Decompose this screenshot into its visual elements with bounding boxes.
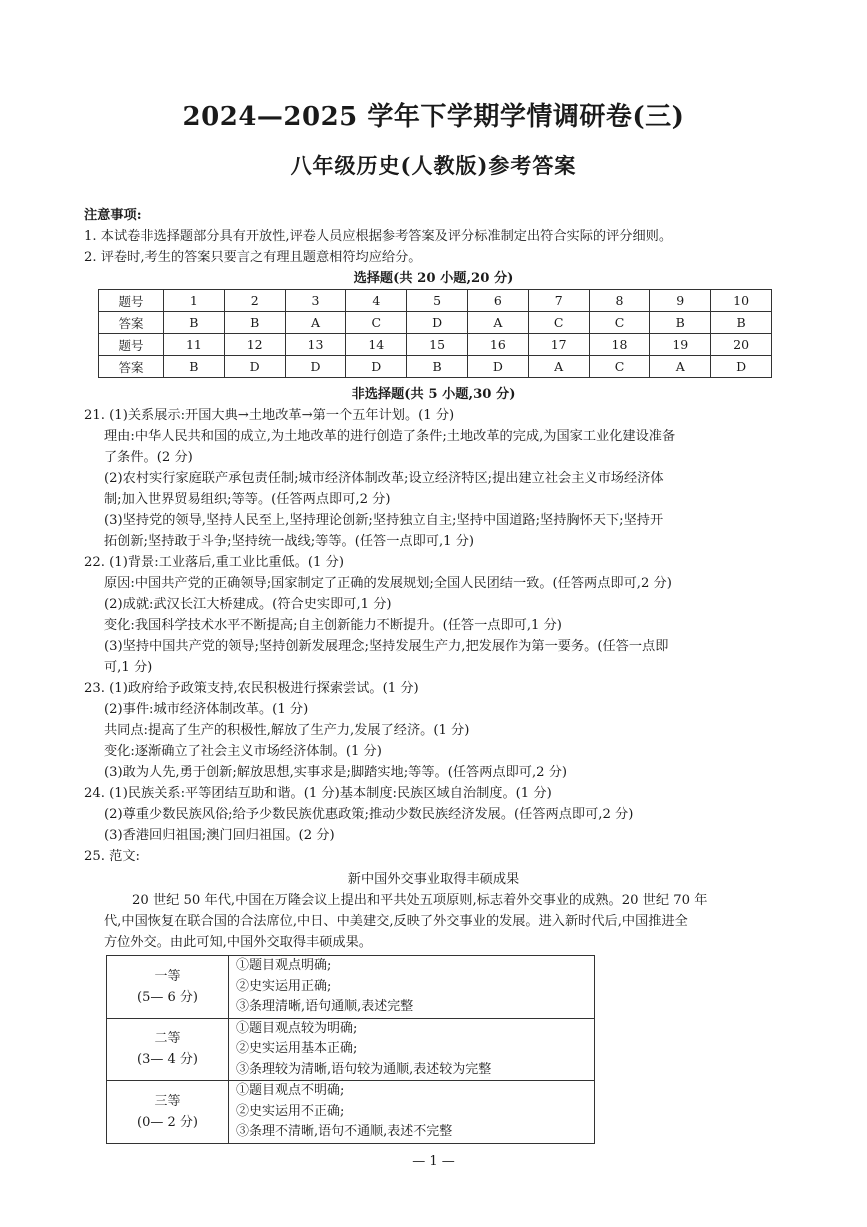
table-row	[107, 956, 595, 1019]
answer-line: (3)坚持中国共产党的领导;坚持创新发展理念;坚持发展生产力,把发展作为第一要务。(任答一点即	[104, 639, 669, 654]
note-item: 2. 评卷时,考生的答案只要言之有理且题意相符均应给分。	[84, 250, 422, 265]
answer-line: 了条件。(2 分)	[104, 450, 193, 465]
table-cell: 18	[589, 334, 650, 356]
table-cell: 20	[711, 334, 772, 356]
grading-criteria-table	[106, 955, 595, 1144]
grade-level-cell	[107, 1018, 229, 1081]
table-row	[107, 1018, 595, 1081]
answer-line: (3)坚持党的领导,坚持人民至上,坚持理论创新;坚持独立自主;坚持中国道路;坚持胸怀天下;坚持开	[104, 513, 664, 528]
note-item: 1. 本试卷非选择题部分具有开放性,评卷人员应根据参考答案及评分标准制定出符合实际的评分细则。	[84, 229, 673, 244]
table-row	[107, 1081, 595, 1144]
page-subtitle: 八年级历史(人教版)参考答案	[290, 153, 577, 178]
essay-line: 代,中国恢复在联合国的合法席位,中日、中美建交,反映了外交事业的发展。进入新时代后,中国推进全	[104, 914, 688, 929]
table-cell: A	[285, 312, 346, 334]
grade-score: (5— 6 分)	[137, 989, 198, 1005]
answer-line: (3)敢为人先,勇于创新;解放思想,实事求是;脚踏实地;等等。(任答两点即可,2 分)	[104, 765, 568, 780]
table-cell: 12	[224, 334, 285, 356]
answer-line: (2)农村实行家庭联产承包责任制;城市经济体制改革;设立经济特区;提出建立社会主义市场经济体	[104, 471, 664, 486]
criterion: ③条理不清晰,语句不通顺,表述不完整	[236, 1124, 453, 1139]
page-number: — 1 —	[412, 1154, 455, 1169]
table-cell: B	[407, 356, 468, 378]
table-cell: B	[224, 312, 285, 334]
answer-line: (2)成就:武汉长江大桥建成。(符合史实即可,1 分)	[104, 597, 392, 612]
essay-title: 新中国外交事业取得丰硕成果	[347, 872, 520, 887]
grade-level: 三等	[154, 1093, 181, 1109]
table-cell: 5	[407, 290, 468, 312]
table-cell: 答案	[99, 356, 164, 378]
table-cell: 2	[224, 290, 285, 312]
table-cell: D	[346, 356, 407, 378]
answer-line: 23. (1)政府给予政策支持,农民积极进行探索尝试。(1 分)	[84, 681, 419, 696]
table-row	[99, 356, 772, 378]
table-cell: 14	[346, 334, 407, 356]
page-title: 2024—2025 学年下学期学情调研卷(三)	[182, 102, 685, 132]
answer-line: 原因:中国共产党的正确领导;国家制定了正确的发展规划;全国人民团结一致。(任答两点即可,2 分)	[104, 576, 672, 591]
grade-score: (3— 4 分)	[137, 1052, 198, 1068]
answer-line: 25. 范文:	[84, 849, 140, 864]
criterion: ①题目观点较为明确;	[236, 1020, 358, 1036]
grade-criteria-cell	[229, 956, 595, 1019]
table-cell: D	[407, 312, 468, 334]
nonmc-caption: 非选择题(共 5 小题,30 分)	[351, 387, 516, 402]
criterion: ②史实运用基本正确;	[236, 1041, 358, 1056]
answer-line: (3)香港回归祖国;澳门回归祖国。(2 分)	[104, 828, 335, 843]
answer-line: 可,1 分)	[104, 660, 153, 675]
criterion: ②史实运用正确;	[236, 978, 332, 994]
grade-score: (0— 2 分)	[137, 1114, 198, 1130]
table-cell: 16	[467, 334, 528, 356]
table-cell: C	[346, 312, 407, 334]
table-cell: 8	[589, 290, 650, 312]
table-cell: 7	[528, 290, 589, 312]
criterion: ①题目观点明确;	[236, 958, 332, 973]
grade-criteria-cell	[229, 1018, 595, 1081]
answer-line: 24. (1)民族关系:平等团结互助和谐。(1 分)基本制度:民族区域自治制度。(1 分)	[84, 786, 552, 801]
table-row	[99, 290, 772, 312]
grade-level: 一等	[154, 968, 181, 984]
grade-criteria-cell	[229, 1081, 595, 1144]
table-cell: B	[164, 356, 225, 378]
multiple-choice-answer-table	[98, 289, 772, 378]
essay-line: 方位外交。由此可知,中国外交取得丰硕成果。	[104, 935, 372, 950]
table-cell: C	[528, 312, 589, 334]
answer-line: 制;加入世界贸易组织;等等。(任答两点即可,2 分)	[104, 492, 391, 507]
essay-line: 20 世纪 50 年代,中国在万隆会议上提出和平共处五项原则,标志着外交事业的成熟。20 世纪 70 年	[132, 893, 708, 908]
notes-heading: 注意事项:	[84, 208, 142, 223]
table-cell: B	[164, 312, 225, 334]
table-cell: B	[650, 312, 711, 334]
table-cell: 19	[650, 334, 711, 356]
answer-line: 变化:逐渐确立了社会主义市场经济体制。(1 分)	[104, 744, 382, 759]
answer-line: (2)事件:城市经济体制改革。(1 分)	[104, 702, 309, 717]
table-cell: A	[650, 356, 711, 378]
answer-line: 22. (1)背景:工业落后,重工业比重低。(1 分)	[84, 555, 344, 570]
table-cell: 13	[285, 334, 346, 356]
table-cell: D	[224, 356, 285, 378]
answer-line: 理由:中华人民共和国的成立,为土地改革的进行创造了条件;土地改革的完成,为国家工业化建设准备	[104, 429, 676, 444]
table-cell: 答案	[99, 312, 164, 334]
table-cell: D	[285, 356, 346, 378]
criterion: ③条理清晰,语句通顺,表述完整	[236, 999, 414, 1014]
table-cell: 11	[164, 334, 225, 356]
table-cell: 10	[711, 290, 772, 312]
answer-line: (2)尊重少数民族风俗;给予少数民族优惠政策;推动少数民族经济发展。(任答两点即可,2 分)	[104, 807, 634, 822]
table-cell: A	[528, 356, 589, 378]
table-cell: C	[589, 356, 650, 378]
table-cell: 15	[407, 334, 468, 356]
table-row	[99, 312, 772, 334]
criterion: ①题目观点不明确;	[236, 1083, 345, 1098]
table-cell: B	[711, 312, 772, 334]
table-cell: 3	[285, 290, 346, 312]
table-cell: 1	[164, 290, 225, 312]
table-cell: 9	[650, 290, 711, 312]
table-cell: D	[711, 356, 772, 378]
table-cell: 题号	[99, 334, 164, 356]
answer-line: 21. (1)关系展示:开国大典→土地改革→第一个五年计划。(1 分)	[84, 408, 455, 423]
table-cell: C	[589, 312, 650, 334]
table-cell: 17	[528, 334, 589, 356]
table-row	[99, 334, 772, 356]
criterion: ③条理较为清晰,语句较为通顺,表述较为完整	[236, 1061, 492, 1077]
grade-level: 二等	[154, 1031, 181, 1047]
grade-level-cell	[107, 956, 229, 1019]
table-cell: D	[467, 356, 528, 378]
answer-line: 变化:我国科学技术水平不断提高;自主创新能力不断提升。(任答一点即可,1 分)	[104, 618, 562, 633]
mc-caption: 选择题(共 20 小题,20 分)	[353, 271, 514, 286]
answer-line: 拓创新;坚持敢于斗争;坚持统一战线;等等。(任答一点即可,1 分)	[104, 534, 475, 549]
answer-line: 共同点:提高了生产的积极性,解放了生产力,发展了经济。(1 分)	[104, 723, 470, 738]
table-cell: 题号	[99, 290, 164, 312]
table-cell: A	[467, 312, 528, 334]
table-cell: 4	[346, 290, 407, 312]
criterion: ②史实运用不正确;	[236, 1103, 345, 1119]
grade-level-cell	[107, 1081, 229, 1144]
table-cell: 6	[467, 290, 528, 312]
